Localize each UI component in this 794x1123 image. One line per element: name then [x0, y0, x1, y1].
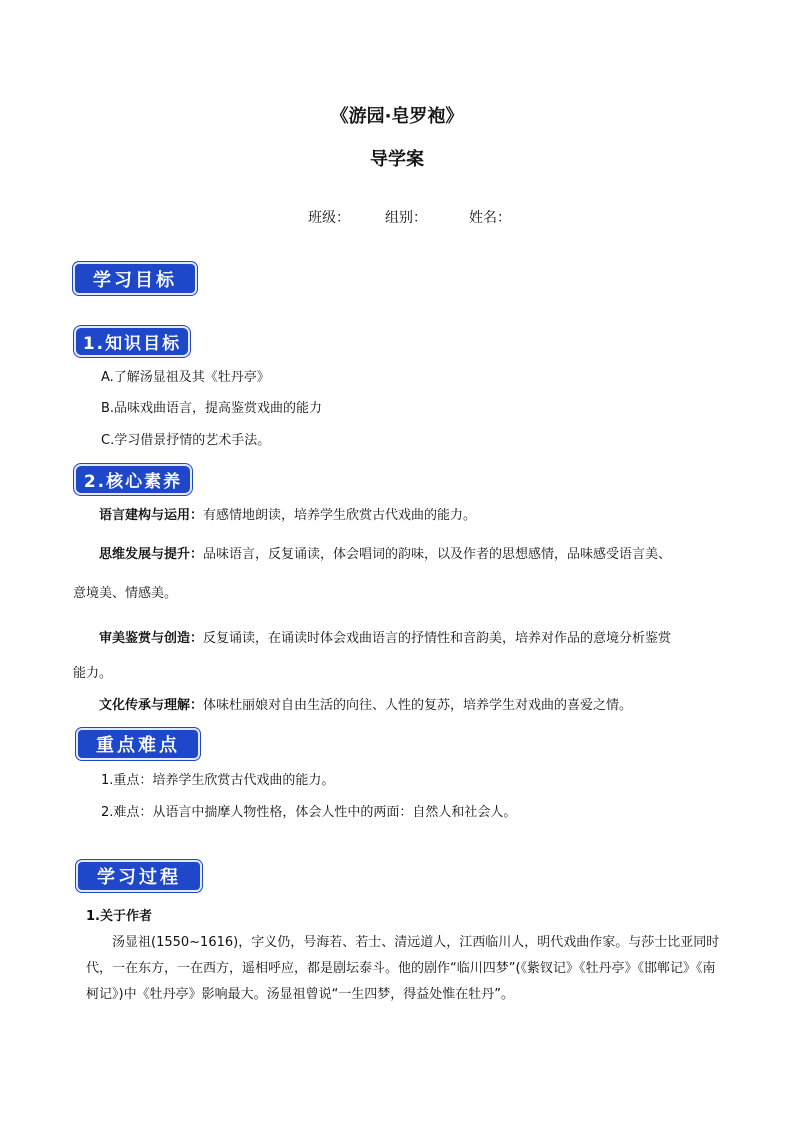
literacy-text: 体味杜丽娘对自由生活的向往、人性的复苏，培养学生对戏曲的喜爱之情。 — [203, 698, 633, 713]
name-label: 姓名： — [469, 210, 511, 226]
process-content: 汤显祖(1550~1616)，字义仍，号海若、若士、清远道人，江西临川人，明代戏曲作家。与莎士比亚同时代，一在东方，一在西方，遥相呼应，都是剧坛泰斗。他的剧作“临川四梦”(《紫钗记》《牡丹亭》《邯郸记》《南柯记》)中《牡丹亭》影响最大。汤显祖曾说“一生四梦，得益处惟在牡丹”。 — [86, 935, 720, 1002]
literacy-text: 反复诵读，在诵读时体会戏曲语言的抒情性和音韵美，培养对作品的意境分析鉴赏 — [203, 631, 672, 646]
group-label: 组别： — [385, 210, 427, 226]
knowledge-goal-a: A.了解汤显祖及其《牡丹亭》 — [101, 370, 270, 385]
literacy-label: 思维发展与提升： — [99, 547, 204, 562]
literacy-cont: 能力。 — [73, 666, 113, 681]
literacy-text: 品味语言，反复诵读，体会唱词的韵味，以及作者的思想感情，品味感受语言美、 — [203, 547, 672, 562]
literacy-cont: 意境美、情感美。 — [73, 586, 178, 601]
literacy-item — [99, 696, 632, 716]
section-study-goals: 学习目标 — [73, 262, 197, 295]
section-key-points: 重点难点 — [76, 728, 200, 760]
key-point: 1.重点：培养学生欣赏古代戏曲的能力。 — [101, 773, 335, 788]
knowledge-goal-c: C.学习借景抒情的艺术手法。 — [101, 433, 271, 448]
section-study-process: 学习过程 — [76, 860, 202, 892]
literacy-item — [99, 506, 476, 526]
literacy-label: 语言建构与运用： — [99, 508, 204, 523]
literacy-label: 审美鉴赏与创造： — [99, 631, 204, 646]
doc-title: 《游园·皂罗袍》 — [330, 106, 464, 127]
section-knowledge-goals: 1.知识目标 — [74, 326, 190, 357]
literacy-item — [99, 629, 671, 649]
class-label: 班级： — [308, 210, 350, 226]
doc-subtitle: 导学案 — [370, 149, 424, 170]
literacy-label: 文化传承与理解： — [99, 698, 204, 713]
section-core-literacy: 2.核心素养 — [74, 464, 192, 495]
literacy-text: 有感情地朗读，培养学生欣赏古代戏曲的能力。 — [203, 508, 477, 523]
difficult-point: 2.难点：从语言中揣摩人物性格，体会人性中的两面：自然人和社会人。 — [101, 805, 517, 820]
knowledge-goal-b: B.品味戏曲语言，提高鉴赏戏曲的能力 — [101, 401, 323, 416]
process-heading: 1.关于作者 — [86, 909, 152, 924]
literacy-item — [99, 545, 671, 565]
